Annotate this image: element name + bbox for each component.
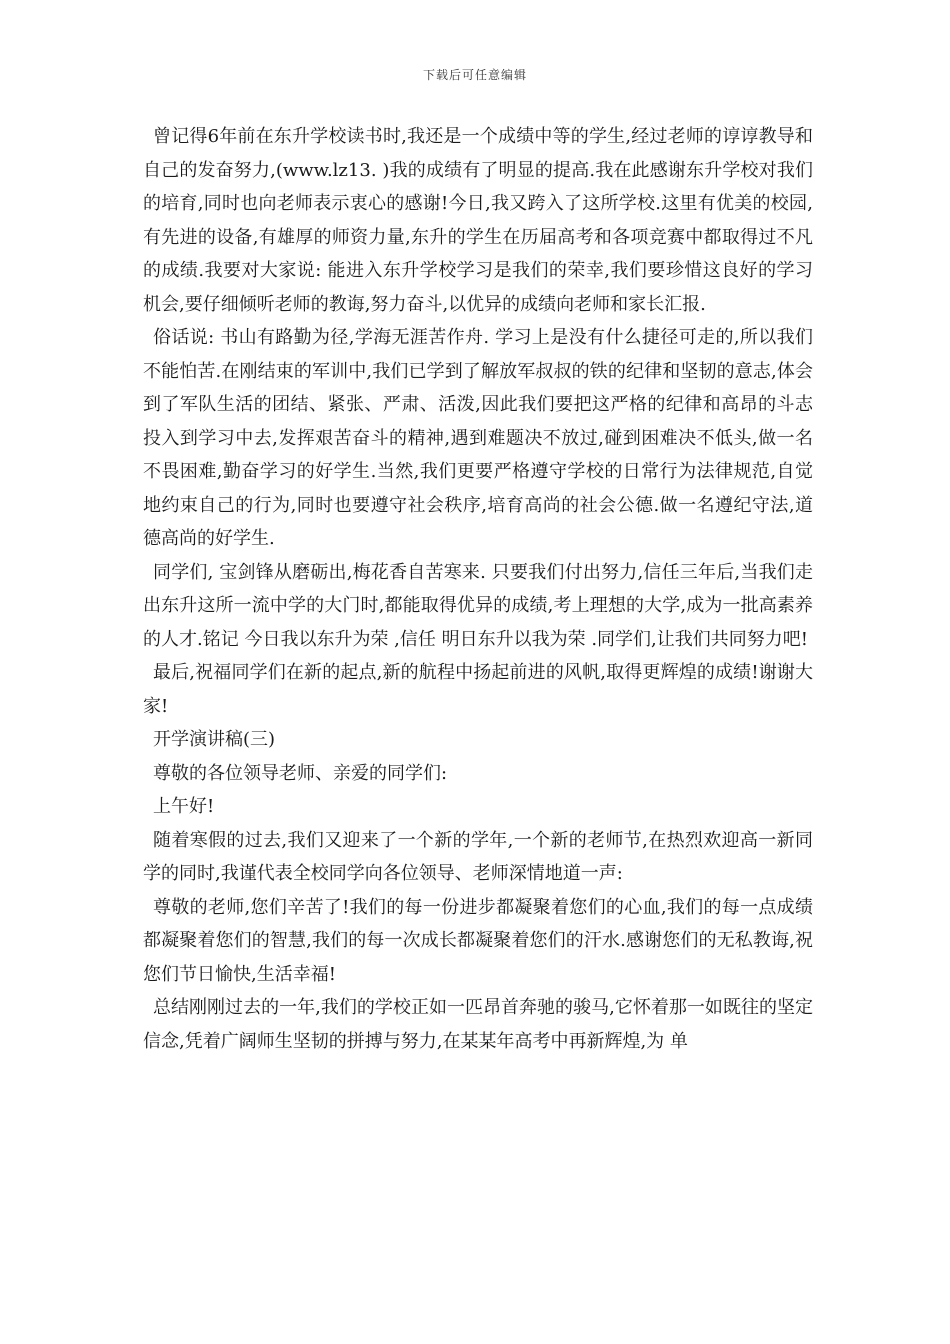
document-body [143, 120, 813, 1058]
paragraph-4: 最后,祝福同学们在新的起点,新的航程中扬起前进的风帆,取得更辉煌的成绩!谢谢大家! [143, 662, 813, 717]
paragraph-5: 随着寒假的过去,我们又迎来了一个新的学年,一个新的老师节,在热烈欢迎高一新同学的同时,我谨代表全校同学向各位领导、老师深情地道一声: [143, 829, 813, 884]
greeting: 上午好! [153, 796, 215, 817]
page-header: 下载后可任意编辑 [422, 68, 527, 82]
paragraph-7: 总结刚刚过去的一年,我们的学校正如一匹昂首奔驰的骏马,它怀着那一如既往的坚定信念,凭着广阔师生坚韧的拼搏与努力,在某某年高考中再新辉煌,为 单 [143, 997, 813, 1052]
paragraph-1: 曾记得6年前在东升学校读书时,我还是一个成绩中等的学生,经过老师的谆谆教导和自己的发奋努力,(www.lz13. )我的成绩有了明显的提高.我在此感谢东升学校对我们的培育,同时也向老师表示衷心的感谢!今日,我又跨入了这所学校.这里有优美的校园,有先进的设备,有雄厚的师资力量,东升的学生在历届高考和各项竞赛中都取得过不凡的成绩.我要对大家说: 能进入东升学校学习是我们的荣幸,我们要珍惜这良好的学习机会,要仔细倾听老师的教诲,努力奋斗,以优异的成绩向老师和家长汇报. [143, 126, 813, 315]
paragraph-6: 尊敬的老师,您们辛苦了!我们的每一份进步都凝聚着您们的心血,我们的每一点成绩都凝聚着您们的智慧,我们的每一次成长都凝聚着您们的汗水.感谢您们的无私教诲,祝您们节日愉快,生活幸福! [143, 896, 813, 985]
section-title: 开学演讲稿(三) [153, 729, 276, 750]
salutation: 尊敬的各位领导老师、亲爱的同学们: [153, 762, 448, 784]
paragraph-3: 同学们, 宝剑锋从磨砺出,梅花香自苦寒来. 只要我们付出努力,信任三年后,当我们走出东升这所一流中学的大门时,都能取得优异的成绩,考上理想的大学,成为一批高素养的人才.铭记 今日我以东升为荣 ,信任 明日东升以我为荣 .同学们,让我们共同努力吧! [143, 561, 813, 650]
paragraph-2: 俗话说: 书山有路勤为径,学海无涯苦作舟. 学习上是没有什么捷径可走的,所以我们不能怕苦.在刚结束的军训中,我们已学到了解放军叔叔的铁的纪律和坚韧的意志,体会到了军队生活的团结、紧张、严肃、活泼,因此我们要把这严格的纪律和高昂的斗志投入到学习中去,发挥艰苦奋斗的精神,遇到难题决不放过,碰到困难决不低头,做一名不畏困难,勤奋学习的好学生.当然,我们更要严格遵守学校的日常行为法律规范,自觉地约束自己的行为,同时也要遵守社会秩序,培育高尚的社会公德.做一名遵纪守法,道德高尚的好学生. [143, 327, 813, 549]
